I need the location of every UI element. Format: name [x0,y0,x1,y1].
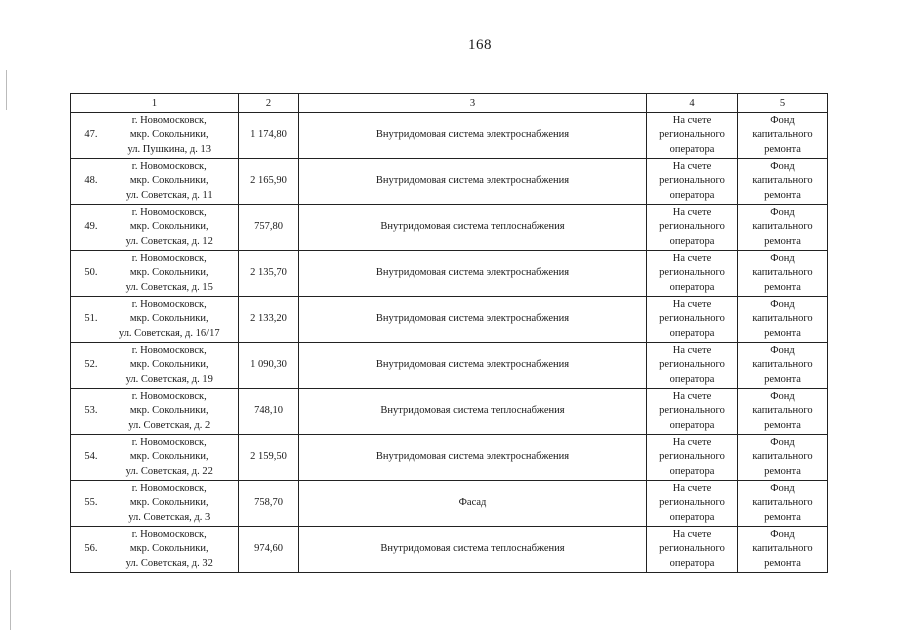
table-row [71,343,828,389]
page-number: 168 [468,37,492,53]
system-cell: Внутридомовая система электроснабжения [299,251,647,297]
account-cell: На счете регионального оператора [647,481,738,527]
system-cell: Внутридомовая система теплоснабжения [299,205,647,251]
area-cell: 1 174,80 [239,113,299,159]
header-cell-5: 5 [738,94,828,113]
address-cell: г. Новомосковск, мкр. Сокольники, ул. Советская, д. 3 [101,481,239,527]
account-cell: На счете регионального оператора [647,159,738,205]
fund-cell: Фонд капитального ремонта [738,251,828,297]
table-row [71,113,828,159]
row-number: 48. [71,159,101,205]
system-cell: Внутридомовая система электроснабжения [299,297,647,343]
account-cell: На счете регионального оператора [647,343,738,389]
table-row [71,389,828,435]
table-row [71,159,828,205]
fund-cell: Фонд капитального ремонта [738,343,828,389]
area-cell: 2 159,50 [239,435,299,481]
header-cell-1: 1 [71,94,239,113]
fund-cell: Фонд капитального ремонта [738,481,828,527]
area-cell: 974,60 [239,527,299,573]
area-cell: 2 165,90 [239,159,299,205]
row-number: 49. [71,205,101,251]
system-cell: Внутридомовая система теплоснабжения [299,527,647,573]
table-row [71,527,828,573]
address-cell: г. Новомосковск, мкр. Сокольники, ул. Советская, д. 2 [101,389,239,435]
scan-mark [10,570,11,630]
scan-mark [6,70,7,110]
row-number: 53. [71,389,101,435]
address-cell: г. Новомосковск, мкр. Сокольники, ул. Советская, д. 11 [101,159,239,205]
system-cell: Внутридомовая система электроснабжения [299,343,647,389]
address-cell: г. Новомосковск, мкр. Сокольники, ул. Советская, д. 19 [101,343,239,389]
system-cell: Внутридомовая система теплоснабжения [299,389,647,435]
area-cell: 748,10 [239,389,299,435]
table-row [71,251,828,297]
address-cell: г. Новомосковск, мкр. Сокольники, ул. Советская, д. 15 [101,251,239,297]
header-cell-4: 4 [647,94,738,113]
account-cell: На счете регионального оператора [647,435,738,481]
table-header-row [71,94,828,113]
row-number: 47. [71,113,101,159]
address-cell: г. Новомосковск, мкр. Сокольники, ул. Советская, д. 12 [101,205,239,251]
area-cell: 758,70 [239,481,299,527]
area-cell: 1 090,30 [239,343,299,389]
header-cell-3: 3 [299,94,647,113]
account-cell: На счете регионального оператора [647,389,738,435]
area-cell: 2 135,70 [239,251,299,297]
row-number: 55. [71,481,101,527]
table-row [71,435,828,481]
fund-cell: Фонд капитального ремонта [738,435,828,481]
fund-cell: Фонд капитального ремонта [738,297,828,343]
table-row [71,297,828,343]
row-number: 54. [71,435,101,481]
account-cell: На счете регионального оператора [647,297,738,343]
address-cell: г. Новомосковск, мкр. Сокольники, ул. Советская, д. 22 [101,435,239,481]
fund-cell: Фонд капитального ремонта [738,527,828,573]
header-cell-2: 2 [239,94,299,113]
system-cell: Внутридомовая система электроснабжения [299,159,647,205]
area-cell: 757,80 [239,205,299,251]
area-cell: 2 133,20 [239,297,299,343]
system-cell: Фасад [299,481,647,527]
system-cell: Внутридомовая система электроснабжения [299,435,647,481]
row-number: 50. [71,251,101,297]
address-cell: г. Новомосковск, мкр. Сокольники, ул. Советская, д. 16/17 [101,297,239,343]
row-number: 56. [71,527,101,573]
account-cell: На счете регионального оператора [647,113,738,159]
row-number: 51. [71,297,101,343]
table-row [71,205,828,251]
fund-cell: Фонд капитального ремонта [738,159,828,205]
table-row [71,481,828,527]
fund-cell: Фонд капитального ремонта [738,205,828,251]
address-cell: г. Новомосковск, мкр. Сокольники, ул. Советская, д. 32 [101,527,239,573]
repair-table [70,93,828,573]
account-cell: На счете регионального оператора [647,527,738,573]
address-cell: г. Новомосковск, мкр. Сокольники, ул. Пушкина, д. 13 [101,113,239,159]
system-cell: Внутридомовая система электроснабжения [299,113,647,159]
account-cell: На счете регионального оператора [647,205,738,251]
row-number: 52. [71,343,101,389]
account-cell: На счете регионального оператора [647,251,738,297]
fund-cell: Фонд капитального ремонта [738,389,828,435]
fund-cell: Фонд капитального ремонта [738,113,828,159]
